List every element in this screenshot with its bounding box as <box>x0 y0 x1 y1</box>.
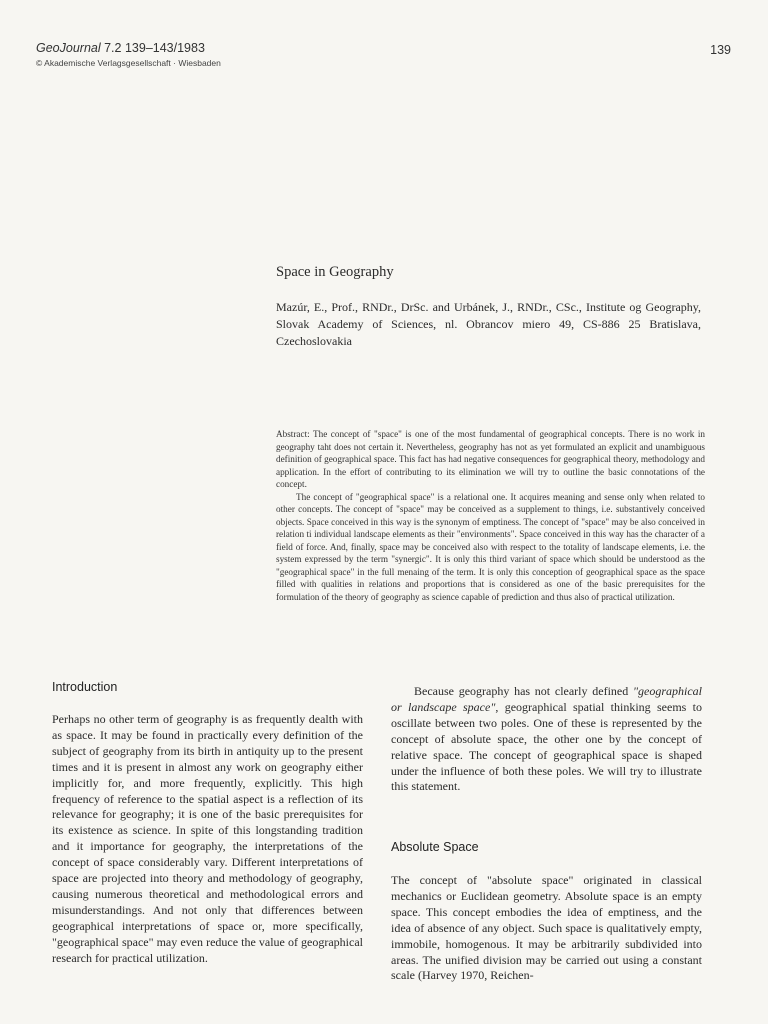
section-heading-introduction: Introduction <box>52 680 118 694</box>
journal-name: GeoJournal <box>36 41 101 55</box>
abstract-paragraph: The concept of "geographical space" is a relational one. It acquires meaning and sense only when related to other concepts. The concept of "space" may be conceived as a supplement to things, i.e. substantively conceived objects. Space conceived in this way is the synonym of emptiness. The concept of "space" may be also conceived in relation ti individual landscape elements as their "environments". Space conceived in this way has the character of a field of force. And, finally, space may be conceived also with respect to the totality of landscape elements, i.e. the system expressed by the term "synergic". It is only this third variant of space which should be understood as the "geographical space" in the full menaing of the term. It is only this conception of geographical space as the space filled with qualities in relations and proportions that is considered as one of the basic prerequisites for the formulation of the theory of geography as science capable of prediction and thus also of practical utilization. <box>276 491 705 602</box>
page-number: 139 <box>710 43 731 57</box>
text-run: , geographical spatial thinking seems to oscillate between two poles. One of these is represented by the concept of absolute space, the other one by the concept of relative space. The concept of geographical space is shaped under the influence of both these poles. We will try to illustrate this statement. <box>391 699 702 794</box>
absolute-space-body <box>391 873 702 984</box>
journal-volume-pages: 7.2 139–143/1983 <box>104 41 205 55</box>
abstract-paragraph: Abstract: The concept of "space" is one of the most fundamental of geographical concepts. There is no work in geography taht does not certain it. Nevertheless, geography has not as yet formulated an explicit and unambiguous definition of geographical space. This fact has had negative consequences for geographical theory, methodology and application. In the effort of contributing to its elimination we will try to outline the basic connotations of the concept. <box>276 429 705 489</box>
paper-title: Space in Geography <box>276 264 394 280</box>
emphasis-text: "geographical or landscape space" <box>391 684 702 714</box>
body-paragraph: The concept of "absolute space" originated in classical mechanics or Euclidean geometry. Absolute space is an empty space. This concept embodies the idea of emptiness, and the idea of absence of any object. Such space is qualitatively empty, immobile, homogenous. It may be arbitrarily subdivided into areas. The unified division may be carried out using a constant scale (Harvey 1970, Reichen- <box>391 873 702 983</box>
body-paragraph: Perhaps no other term of geography is as frequently dealth with as space. It may be found in practically every definition of the subject of geography from its birth in antiquity up to the present times and it is present in almost any work on geography either implicitly for, and more frequently, explicitly. This high frequency of reference to the spatial aspect is a reflection of its relevance for geography; it is one of the basic prerequisites for its existence as science. In spite of this longstanding tradition and it importance for geography, the interpretations of the concept of space considerably vary. Different interpretations of space are projected into theory and methodology of geography, causing numerous theoretical and methodological errors and misunderstandings. And not only that differences between geographical interpretations of space or, more specifically, "geographical space" may even reduce the value of geographical research for practical utilization. <box>52 712 363 965</box>
author-affiliation: Mazúr, E., Prof., RNDr., DrSc. and Urbánek, J., RNDr., CSc., Institute og Geography, Slovak Academy of Sciences, nl. Obrancov miero 49, CS-886 25 Bratislava, Czechoslovakia <box>276 300 701 348</box>
publisher-line: © Akademische Verlagsgesellschaft · Wiesbaden <box>36 58 221 68</box>
body-paragraph <box>391 684 702 795</box>
text-run: Because geography has not clearly defined <box>414 684 633 698</box>
abstract <box>276 428 705 603</box>
right-column-intro <box>391 684 702 795</box>
journal-citation <box>36 41 205 55</box>
introduction-body <box>52 712 363 967</box>
section-heading-absolute-space: Absolute Space <box>391 840 479 854</box>
